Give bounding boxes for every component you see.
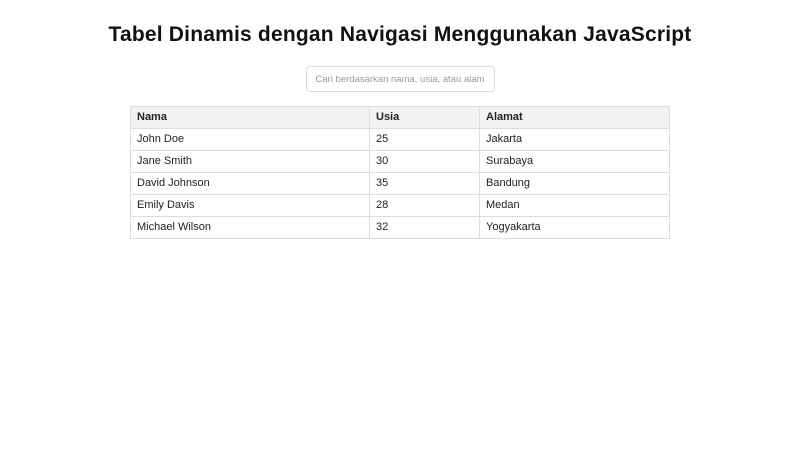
page-title: Tabel Dinamis dengan Navigasi Menggunakan JavaScript: [108, 23, 692, 46]
table-row: [131, 151, 670, 173]
cell-nama: Michael Wilson: [131, 217, 370, 239]
search-bar: [0, 66, 800, 92]
cell-nama: Jane Smith: [131, 151, 370, 173]
cell-alamat: Medan: [480, 195, 670, 217]
table-header: [131, 107, 670, 129]
column-header-nama: Nama: [131, 107, 370, 129]
search-input[interactable]: [306, 66, 495, 92]
cell-alamat: Yogyakarta: [480, 217, 670, 239]
cell-nama: David Johnson: [131, 173, 370, 195]
cell-usia: 30: [370, 151, 480, 173]
column-header-alamat: Alamat: [480, 107, 670, 129]
cell-nama: Emily Davis: [131, 195, 370, 217]
table-row: [131, 129, 670, 151]
table-row: [131, 217, 670, 239]
cell-alamat: Bandung: [480, 173, 670, 195]
cell-alamat: Jakarta: [480, 129, 670, 151]
cell-usia: 25: [370, 129, 480, 151]
table-body: [131, 129, 670, 239]
cell-alamat: Surabaya: [480, 151, 670, 173]
cell-usia: 35: [370, 173, 480, 195]
cell-nama: John Doe: [131, 129, 370, 151]
cell-usia: 32: [370, 217, 480, 239]
cell-usia: 28: [370, 195, 480, 217]
data-table: [130, 106, 670, 239]
table-row: [131, 173, 670, 195]
table-row: [131, 195, 670, 217]
column-header-usia: Usia: [370, 107, 480, 129]
header-row: [131, 107, 670, 129]
